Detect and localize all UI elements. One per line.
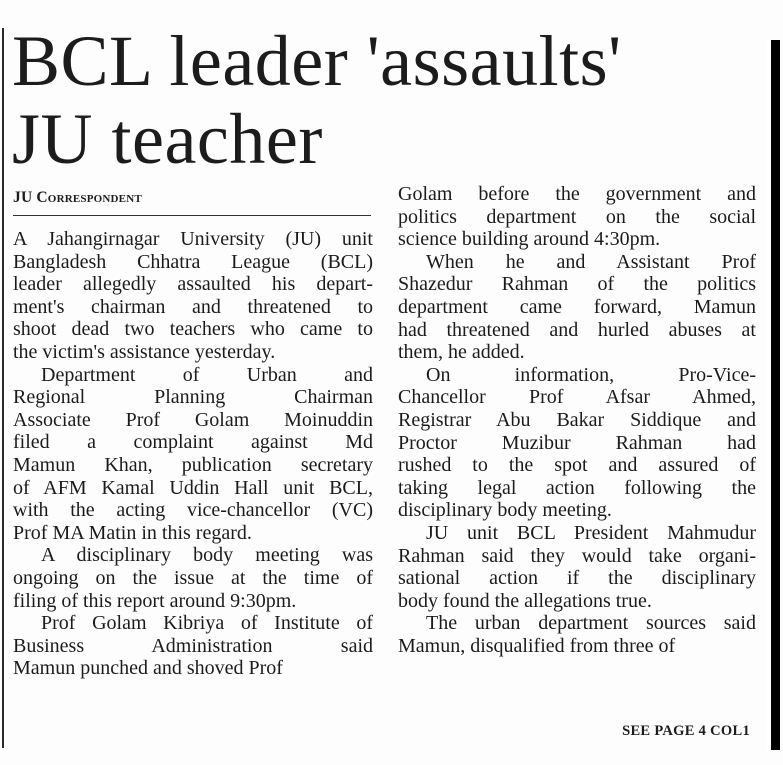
article-line: shoot dead two teachers who came to bbox=[13, 318, 373, 341]
article-line: Bangladesh Chhatra League (BCL) bbox=[13, 250, 373, 273]
article-line: Associate Prof Golam Moinuddin bbox=[13, 408, 373, 431]
article-line: them, he added. bbox=[398, 341, 525, 364]
article-line: of AFM Kamal Uddin Hall unit BCL, bbox=[13, 476, 373, 499]
article-line: with the acting vice-chancellor (VC) bbox=[13, 499, 373, 522]
headline-line-1: BCL leader 'assaults' bbox=[12, 21, 622, 101]
article-line: filed a complaint against Md bbox=[13, 431, 373, 454]
article-line: politics department on the social bbox=[398, 205, 756, 228]
article-line: Golam before the government and bbox=[398, 183, 756, 205]
article-line: Regional Planning Chairman bbox=[13, 386, 373, 409]
article-line: Mamun punched and shoved Prof bbox=[13, 657, 283, 680]
article-paragraph bbox=[398, 251, 756, 364]
article-line: Business Administration said bbox=[13, 634, 373, 657]
article-paragraph bbox=[398, 364, 756, 522]
right-column-rule bbox=[766, 40, 780, 750]
article-line: Mamun, disqualified from three of bbox=[398, 634, 676, 657]
article-line: On information, Pro-Vice- bbox=[426, 363, 756, 386]
article-line: science building around 4:30pm. bbox=[398, 228, 661, 251]
article-line: leader allegedly assaulted his depart- bbox=[13, 273, 373, 296]
article-line: A Jahangirnagar University (JU) unit bbox=[13, 228, 373, 250]
left-column-rule bbox=[2, 28, 4, 748]
byline-text: JU Correspondent bbox=[13, 189, 142, 206]
article-line: When he and Assistant Prof bbox=[426, 250, 756, 273]
article-line: rushed to the spot and assured of bbox=[398, 454, 756, 477]
article-paragraph bbox=[13, 364, 373, 545]
article-line: JU unit BCL President Mahmudur bbox=[426, 521, 756, 544]
article-line: had threatened and hurled abuses at bbox=[398, 318, 756, 341]
article-line: Chancellor Prof Afsar Ahmed, bbox=[398, 386, 756, 409]
article-column-1 bbox=[13, 228, 373, 680]
article-line: Mamun Khan, publication secretary bbox=[13, 453, 373, 476]
article-line: Rahman said they would take organi- bbox=[398, 544, 756, 567]
article-line: ongoing on the issue at the time of bbox=[13, 566, 373, 589]
byline-rule bbox=[13, 215, 371, 216]
article-paragraph bbox=[13, 544, 373, 612]
headline-line-2: JU teacher bbox=[12, 99, 323, 179]
article-paragraph bbox=[398, 612, 756, 657]
article-line: The urban department sources said bbox=[426, 612, 756, 635]
article-line: disciplinary body meeting. bbox=[398, 499, 612, 522]
article-line: sational action if the disciplinary bbox=[398, 567, 756, 590]
article-paragraph bbox=[398, 183, 756, 251]
article-paragraph bbox=[13, 228, 373, 364]
article-line: Registrar Abu Bakar Siddique and bbox=[398, 408, 756, 431]
article-line: the victim's assistance yesterday. bbox=[13, 340, 276, 363]
continuation-note: SEE PAGE 4 COL1 bbox=[622, 723, 750, 739]
article-line: Proctor Muzibur Rahman had bbox=[398, 431, 756, 454]
article-line: A disciplinary body meeting was bbox=[41, 544, 373, 567]
article-line: Prof MA Matin in this regard. bbox=[13, 521, 252, 544]
article-line: Shazedur Rahman of the politics bbox=[398, 273, 756, 296]
article-line: Department of Urban and bbox=[41, 363, 373, 386]
article-line: ment's chairman and threatened to bbox=[13, 295, 373, 318]
article-line: department came forward, Mamun bbox=[398, 295, 756, 318]
headline bbox=[12, 22, 762, 178]
article-paragraph bbox=[13, 612, 373, 680]
byline bbox=[13, 189, 142, 207]
article-line: body found the allegations true. bbox=[398, 589, 652, 612]
article-column-2 bbox=[398, 183, 756, 657]
article-paragraph bbox=[398, 522, 756, 612]
article-line: Prof Golam Kibriya of Institute of bbox=[41, 612, 373, 635]
article-line: taking legal action following the bbox=[398, 476, 756, 499]
article-line: filing of this report around 9:30pm. bbox=[13, 589, 297, 612]
